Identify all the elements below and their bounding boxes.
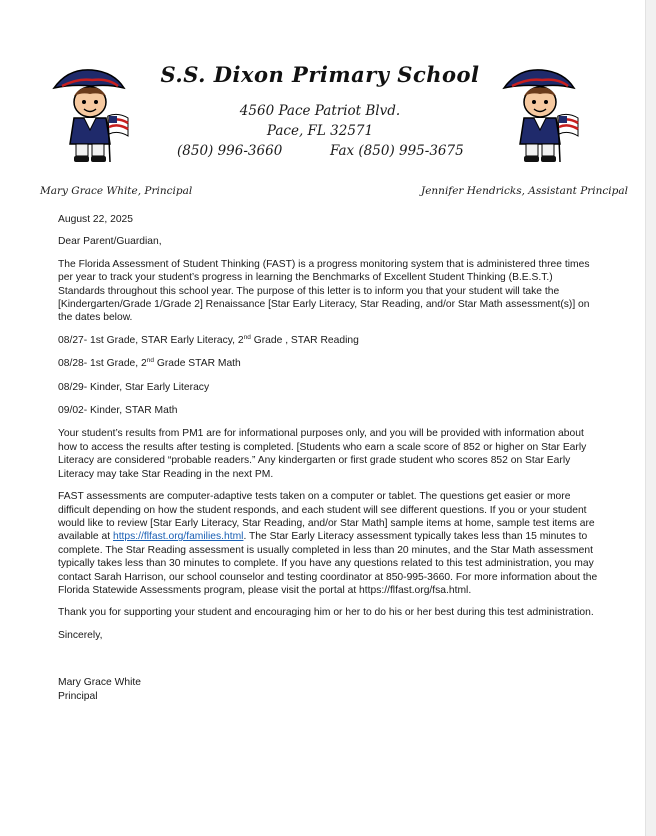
ordinal-suffix: nd: [146, 357, 154, 365]
sample-items-link[interactable]: https://flfast.org/families.html: [112, 531, 244, 543]
signature-name: Mary Grace White: [58, 677, 141, 689]
school-name: S.S. Dixon Primary School: [160, 62, 480, 87]
schedule-text: Grade , STAR Reading: [250, 334, 359, 346]
schedule-text: Grade STAR Math: [153, 358, 241, 370]
schedule-row: [58, 334, 598, 347]
schedule-row: [58, 357, 598, 370]
schedule-row: 08/29- Kinder, Star Early Literacy: [58, 381, 210, 393]
fast-text: FAST assessments are computer-adaptive tests taken on a computer or tablet. The questions get easier or more difficult depending on how the student responds, and each student will see different questions. If you or your student would like to review [Star Early Literacy, Star Reading, and/or Star Math] sample items at home, sample test items are available at: [58, 491, 595, 543]
phone-number: (850) 996-3660: [177, 143, 283, 159]
fast-paragraph: [58, 490, 598, 597]
fast-text: . The Star Early Literacy assessment typically takes less than 15 minutes to complete. The Star Reading assessment is usually completed in less than 20 minutes, and the Star Math assessment typically takes less than 30 minutes to complete. If you have any questions related to this test administration, you may contact Sarah Harrison, our school counselor and testing coordinator at 850-995-3660. For more information about the Florida Statewide Assessments program, please visit the portal at https://flfast.org/fsa.html.: [58, 531, 598, 596]
schedule-text: 08/27- 1st Grade, STAR Early Literacy, 2: [58, 334, 244, 346]
address-line-2: Pace, FL 32571: [266, 123, 374, 139]
viewer-scrollbar[interactable]: [645, 0, 656, 836]
signature-block: [58, 676, 598, 703]
results-paragraph: Your student’s results from PM1 are for informational purposes only, and you will be provided with information about how to access the results after testing is completed. [Students who earn a scale score of 852 or higher on Star Early Literacy are considered “probable readers.” Any kindergarten or first grade student who scores 852 on Star Early Literacy may take Star Reading in the next PM.: [58, 428, 587, 480]
patriot-mascot-icon: [48, 66, 132, 166]
assistant-principal-name: Jennifer Hendricks, Assistant Principal: [421, 185, 628, 197]
letter-date: August 22, 2025: [58, 214, 133, 225]
ordinal-suffix: nd: [243, 333, 251, 341]
address-line-1: 4560 Pace Patriot Blvd.: [239, 103, 401, 119]
intro-paragraph: The Florida Assessment of Student Thinking (FAST) is a progress monitoring system that is administered three times per year to track your student’s progress in learning the Benchmarks of Excellent Student Thinking (B.E.S.T.) Standards throughout this school year. The purpose of this letter is to inform you that your student will take the [Kindergarten/Grade 1/Grade 2] Renaissance [Star Early Literacy, Star Reading, and/or Star Math assessment(s)] on the dates below.: [58, 258, 590, 324]
schedule-row: 09/02- Kinder, STAR Math: [58, 405, 178, 417]
thanks-paragraph: Thank you for supporting your student and encouraging him or her to do his or her best during this test administration.: [58, 607, 594, 619]
schedule-text: 08/28- 1st Grade, 2: [58, 358, 147, 370]
principal-name: Mary Grace White, Principal: [40, 185, 193, 197]
closing: Sincerely,: [58, 629, 103, 641]
letter-body: [58, 213, 598, 703]
fax-number: Fax (850) 995-3675: [330, 143, 464, 159]
signature-title: Principal: [58, 690, 98, 702]
salutation: Dear Parent/Guardian,: [58, 236, 162, 248]
patriot-mascot-icon: [498, 66, 582, 166]
